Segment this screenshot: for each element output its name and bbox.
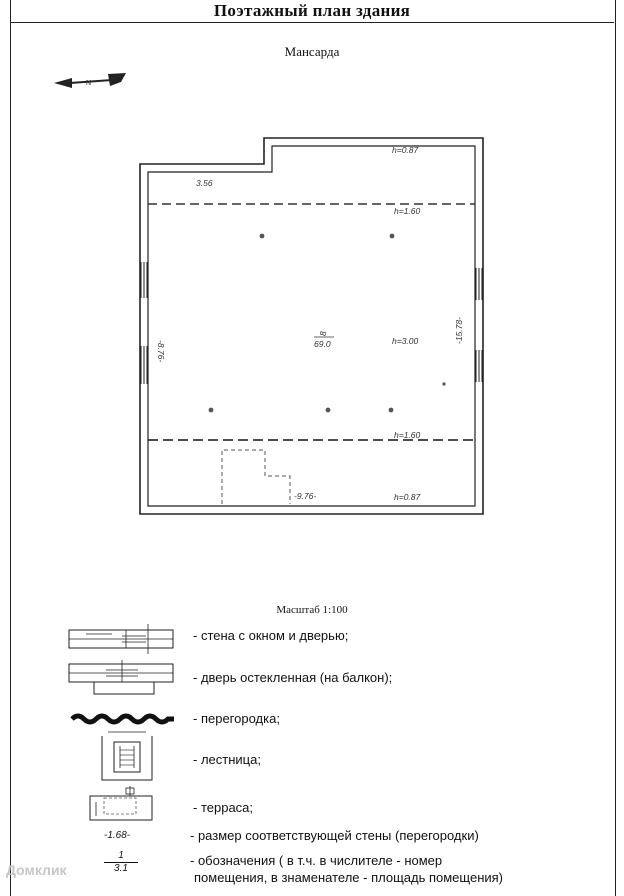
north-arrow-icon (54, 73, 126, 88)
height-lower-label: h=1.60 (394, 430, 421, 440)
height-upper-label: h=1.60 (394, 206, 421, 216)
legend-designation-line2: помещения, в знаменателе - площадь помещения) (194, 870, 503, 885)
legend-terrace: - терраса; (193, 800, 254, 815)
wall-window-door-symbol (66, 624, 178, 658)
legend-partition: - перегородка; (193, 711, 280, 726)
floor-name: Мансарда (284, 44, 340, 59)
wall-size-sample: -1.68- (104, 830, 131, 841)
height-bottom-label: h=0.87 (394, 492, 421, 502)
watermark: Домклик (6, 862, 67, 878)
legend-stairs: - лестница; (193, 752, 261, 767)
left-windows (141, 262, 147, 384)
legend-wall-size: - размер соответствующей стены (перегородки) (190, 828, 479, 843)
designation-fraction (104, 850, 138, 875)
height-center-label: h=3.00 (392, 336, 419, 346)
fraction-denominator: 3.1 (114, 863, 128, 874)
height-top-label: h=0.87 (392, 145, 419, 155)
stairs-symbol (98, 730, 158, 784)
partition-symbol (70, 710, 176, 728)
legend-designation-line1: - обозначения ( в т.ч. в числителе - номер (190, 853, 443, 868)
stair-opening (222, 450, 290, 504)
terrace-symbol (86, 784, 156, 824)
svg-text:N: N (86, 80, 92, 87)
fraction-numerator: 1 (104, 850, 138, 863)
right-dimension-label: -15.78- (454, 317, 464, 344)
outer-walls (140, 138, 483, 514)
room-area: 69.0 (314, 339, 331, 349)
page-title: Поэтажный план здания (213, 1, 411, 20)
legend-wall-window-door: - стена с окном и дверью; (193, 628, 349, 643)
top-width-label: 3.56 (196, 178, 213, 188)
bottom-dimension-label: -9.76- (294, 491, 317, 501)
posts (209, 234, 446, 413)
left-dimension-label: -8.76- (156, 340, 166, 363)
right-windows (476, 268, 482, 382)
glazed-door-symbol (66, 660, 178, 700)
scale-label: Масштаб 1:100 (276, 604, 348, 616)
room-number: 8 (318, 331, 328, 336)
legend-glazed-door: - дверь остекленная (на балкон); (193, 670, 393, 685)
